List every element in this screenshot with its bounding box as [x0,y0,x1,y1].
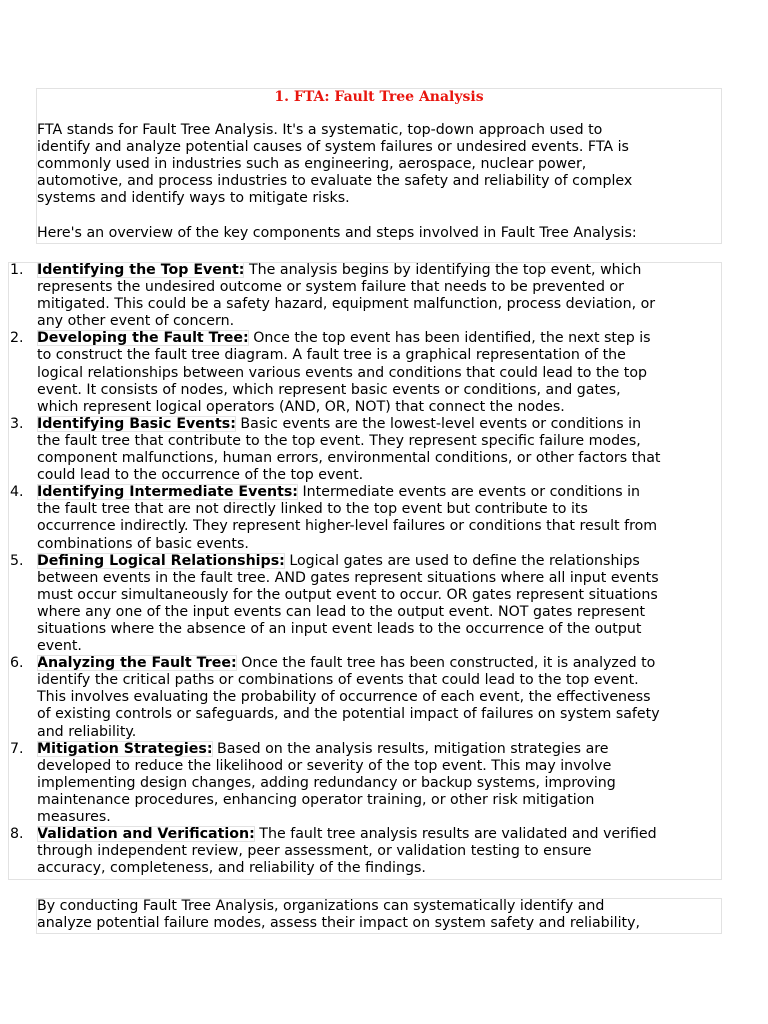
list-item-text: The fault tree analysis results are validated and verified [254,826,657,843]
list-item-text: any other event of concern. [37,313,235,330]
list-item [0,262,722,330]
list-item-number: 5. [10,552,24,569]
list-item [0,416,722,484]
list-item-text: accuracy, completeness, and reliability of the findings. [37,860,426,877]
intro-line: identify and analyze potential causes of system failures or undesired events. FTA is [37,139,629,156]
list-item-text: Based on the analysis results, mitigation strategies are [212,740,609,757]
list-item-text: represents the undesired outcome or system failure that needs to be prevented or [37,279,624,296]
list-item-text: Intermediate events are events or conditions in [297,484,641,501]
list-item-text: mitigated. This could be a safety hazard, equipment malfunction, process deviation, or [37,296,656,313]
list-item [0,553,722,656]
list-item-number: 7. [10,740,24,757]
list-item-text: through independent review, peer assessment, or validation testing to ensure [37,843,592,860]
list-item [0,484,722,552]
intro-line: automotive, and process industries to evaluate the safety and reliability of complex [37,173,633,190]
list-item-text: and reliability. [37,723,137,740]
intro-line: FTA stands for Fault Tree Analysis. It's a systematic, top-down approach used to [37,122,603,138]
list-item-number: 2. [10,330,24,347]
list-item-heading: Identifying Basic Events: [37,415,236,432]
list-item-heading: Validation and Verification: [37,826,255,843]
list-item-number: 1. [10,262,24,278]
list-item-text: Basic events are the lowest-level events or conditions in [235,415,642,432]
list-item-heading: Mitigation Strategies: [37,740,213,757]
intro-line: commonly used in industries such as engineering, aerospace, nuclear power, [37,156,587,173]
list-item [0,330,722,415]
overview-paragraph: Here's an overview of the key components and steps involved in Fault Tree Analysis: [37,225,637,241]
list-item-number: 3. [10,415,24,432]
page-title: 1. FTA: Fault Tree Analysis [274,89,484,105]
list-item-text: This involves evaluating the probability of occurrence of each event, the effectiveness [37,689,651,706]
list-item-text: situations where the absence of an input event leads to the occurrence of the output [37,620,642,637]
list-item-heading: Identifying the Top Event: [37,262,245,278]
list-item-number: 6. [10,655,24,672]
list-item-text: identify the critical paths or combinations of events that could lead to the top event. [37,672,639,689]
conclusion-line: By conducting Fault Tree Analysis, organizations can systematically identify and [37,898,605,914]
list-item-heading: Identifying Intermediate Events: [37,484,298,501]
list-item-text: could lead to the occurrence of the top event. [37,467,364,484]
list-item-text: which represent logical operators (AND, OR, NOT) that connect the nodes. [37,398,565,415]
conclusion-paragraph [37,898,721,932]
list-item-text: combinations of basic events. [37,535,249,552]
list-item-text: component malfunctions, human errors, environmental conditions, or other factors that [37,450,661,467]
list-item-text: event. [37,638,82,655]
list-item-heading: Defining Logical Relationships: [37,552,285,569]
list-item-number: 4. [10,484,24,501]
list-item [0,741,722,826]
list-item-heading: Developing the Fault Tree: [37,330,249,347]
list-item-number: 8. [10,826,24,843]
list-item-text: must occur simultaneously for the output event to occur. OR gates represent situations [37,586,658,603]
list-item-text: maintenance procedures, enhancing operator training, or other risk mitigation [37,791,595,808]
conclusion-line: analyze potential failure modes, assess their impact on system safety and reliability, [37,915,640,932]
list-item-text: of existing controls or safeguards, and the potential impact of failures on system safety [37,706,660,723]
list-item-text: Logical gates are used to define the relationships [284,552,640,569]
list-item-text: to construct the fault tree diagram. A fault tree is a graphical representation of the [37,347,626,364]
list-item-text: the fault tree that contribute to the top event. They represent specific failure modes, [37,432,641,449]
list-item-text: implementing design changes, adding redundancy or backup systems, improving [37,774,616,791]
list-item [0,655,722,740]
list-item [0,826,722,877]
list-item-text: Once the fault tree has been constructed, it is analyzed to [236,655,656,672]
list-item-text: event. It consists of nodes, which represent basic events or conditions, and gates, [37,381,621,398]
list-item-heading: Analyzing the Fault Tree: [37,655,237,672]
list-item-text: the fault tree that are not directly linked to the top event but contribute to its [37,501,588,518]
list-item-text: The analysis begins by identifying the top event, which [244,262,642,278]
list-item-text: occurrence indirectly. They represent higher-level failures or conditions that result from [37,518,658,535]
list-item-text: between events in the fault tree. AND gates represent situations where all input events [37,569,659,586]
steps-list [0,262,722,877]
list-item-text: Once the top event has been identified, the next step is [248,330,651,347]
intro-paragraph [37,122,721,207]
list-item-text: where any one of the input events can lead to the output event. NOT gates represent [37,603,646,620]
list-item-text: measures. [37,809,111,825]
list-item-text: logical relationships between various events and conditions that could lead to the top [37,364,648,381]
list-item-text: developed to reduce the likelihood or severity of the top event. This may involve [37,757,612,774]
intro-line: systems and identify ways to mitigate risks. [37,190,350,207]
